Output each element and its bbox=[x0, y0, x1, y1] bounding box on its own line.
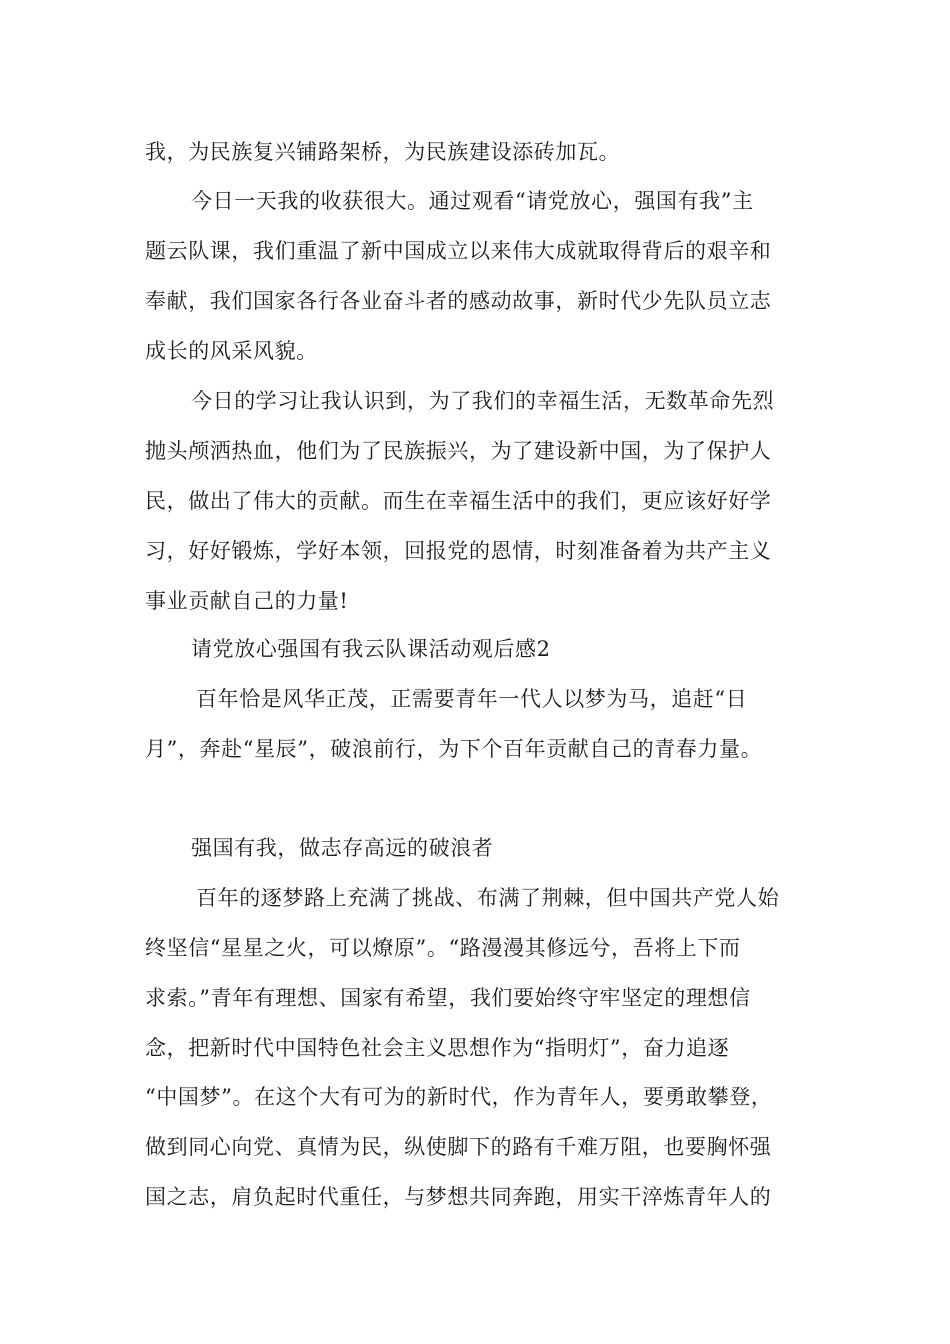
text-line: 奉献，我们国家各行各业奋斗者的感动故事，新时代少先队员立志 bbox=[145, 289, 772, 313]
text-line: 月”，奔赴“星辰”，破浪前行，为下个百年贡献自己的青春力量。 bbox=[145, 737, 763, 761]
section-heading: 请党放心强国有我云队课活动观后感2 bbox=[191, 637, 551, 661]
text-line: 民，做出了伟大的贡献。而生在幸福生活中的我们，更应该好好学 bbox=[145, 489, 772, 513]
text-line: 成长的风采风貌。 bbox=[145, 339, 318, 363]
text-line: 我，为民族复兴铺路架桥，为民族建设添砖加瓦。 bbox=[145, 140, 621, 164]
text-line: 终坚信“星星之火，可以燎原”。“路漫漫其修远兮，吾将上下而 bbox=[145, 936, 741, 960]
text-line: 事业贡献自己的力量! bbox=[145, 589, 349, 613]
text-line: 抛头颅洒热血，他们为了民族振兴，为了建设新中国，为了保护人 bbox=[145, 439, 772, 463]
text-line: 求索。”青年有理想、国家有希望，我们要始终守牢坚定的理想信 bbox=[145, 986, 751, 1010]
paragraph-start-line: 百年的逐梦路上充满了挑战、布满了荆棘，但中国共产党人始 bbox=[196, 886, 780, 910]
text-line: 题云队课，我们重温了新中国成立以来伟大成就取得背后的艰辛和 bbox=[145, 239, 772, 263]
paragraph-start-line: 今日的学习让我认识到，为了我们的幸福生活，无数革命先烈 bbox=[191, 389, 775, 413]
text-line: 做到同心向党、真情为民，纵使脚下的路有千难万阻，也要胸怀强 bbox=[145, 1135, 772, 1159]
paragraph-start-line: 百年恰是风华正茂，正需要青年一代人以梦为马，追赶“日 bbox=[196, 687, 748, 711]
text-line: 习，好好锻炼，学好本领，回报党的恩情，时刻准备着为共产主义 bbox=[145, 539, 772, 563]
text-line: 念，把新时代中国特色社会主义思想作为“指明灯”，奋力追逐 bbox=[145, 1036, 730, 1060]
text-line: “中国梦”。在这个大有可为的新时代，作为青年人，要勇敢攀登， bbox=[145, 1085, 773, 1109]
subheading: 强国有我，做志存高远的破浪者 bbox=[191, 836, 494, 860]
text-line: 国之志，肩负起时代重任，与梦想共同奔跑，用实干淬炼青年人的 bbox=[145, 1185, 772, 1209]
paragraph-start-line: 今日一天我的收获很大。通过观看“请党放心，强国有我”主 bbox=[191, 189, 754, 213]
